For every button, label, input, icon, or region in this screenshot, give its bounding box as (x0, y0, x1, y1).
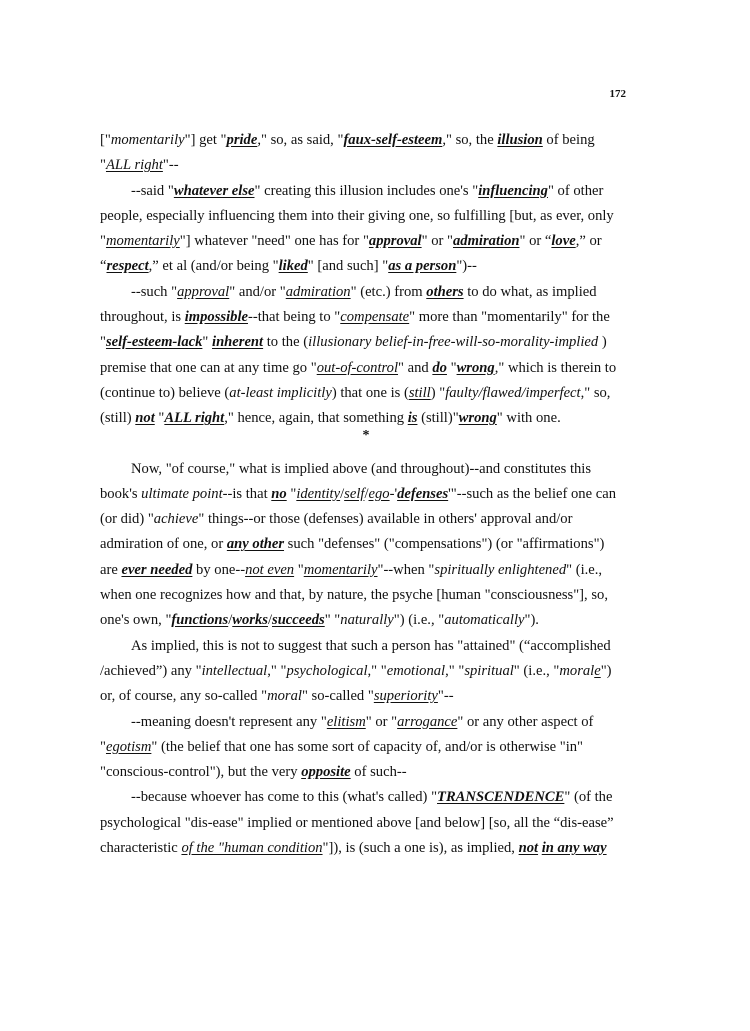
emphasized-text: not even (245, 561, 295, 578)
text-run: -' (389, 485, 398, 502)
emphasized-text: self-esteem-lack (105, 334, 203, 351)
text-run: of being " (100, 132, 595, 174)
emphasized-text: do (432, 359, 447, 376)
text-run: ,” et al (and/or being " (148, 258, 279, 275)
emphasized-text: automatically (444, 612, 525, 629)
emphasized-text: liked (278, 258, 308, 275)
emphasized-text: pride (226, 132, 258, 148)
emphasized-text: self (344, 485, 365, 502)
emphasized-text: momentarily (110, 132, 185, 148)
emphasized-text: emotional (386, 662, 446, 679)
text-run: ," so, as said, " (257, 132, 344, 148)
text-run: "-- (162, 157, 179, 174)
text-run: ," so, (still) (100, 384, 611, 427)
text-run: " (etc.) from (350, 283, 427, 300)
text-run: to the ( (263, 334, 309, 351)
emphasized-text: impossible (184, 309, 248, 326)
text-run: " (286, 485, 297, 502)
text-run: "] get " (184, 132, 227, 148)
emphasized-text: moral (267, 688, 302, 705)
emphasized-text: intellectual (201, 662, 268, 679)
emphasized-text: momentarily (105, 233, 180, 250)
text-run: / (340, 485, 345, 502)
emphasized-text: psychological (286, 662, 368, 679)
emphasized-text: as a person (388, 258, 457, 275)
text-run: ," " (267, 662, 287, 679)
text-run: ") (i.e., " (393, 612, 445, 629)
emphasized-text: achieve (153, 511, 199, 528)
emphasized-text: influencing (478, 182, 548, 199)
text-run: "-- (437, 688, 454, 705)
text-run: "]), is (such a one is), as implied, (322, 840, 519, 857)
text-run: --because whoever has come to this (what's called) " (131, 789, 438, 806)
text-run: " so-called " (301, 688, 374, 705)
text-run: " things--or those (defenses) available in others' approval and/or admiration of one, or (100, 511, 573, 553)
text-run: --is that (222, 485, 272, 502)
emphasized-text: not (135, 410, 155, 427)
emphasized-text: respect (106, 258, 149, 275)
text-run: "] whatever "need" one has for " (179, 233, 369, 250)
text-run: " or " (365, 713, 398, 730)
emphasized-text: no (271, 485, 287, 502)
text-run: " creating this illusion includes one's " (254, 182, 479, 199)
text-run: " " (324, 612, 341, 629)
emphasized-text: illusionary belief-in-free-will-so-morality-implied (308, 334, 599, 351)
text-run: --such " (131, 283, 178, 300)
emphasized-text: works (232, 612, 268, 629)
text-run: ," " (445, 662, 465, 679)
text-run: " (of the psychological "dis-ease" implied or mentioned above [and below] [so, all the “dis-ease” characteristic (100, 789, 614, 857)
text-run: such "defenses" ("compensations") (or "affirmations") are (100, 536, 605, 578)
emphasized-text: compensate (340, 309, 410, 326)
text-run: " or “ (519, 233, 552, 250)
emphasized-text: at-least implicitly (229, 384, 332, 401)
emphasized-text: ever needed (121, 561, 193, 578)
emphasized-text: ultimate point (141, 485, 223, 502)
text-run: to do what, as implied throughout, is (100, 283, 597, 326)
emphasized-text: wrong (456, 359, 495, 376)
emphasized-text: elitism (326, 713, 366, 730)
emphasized-text: opposite (301, 764, 351, 781)
text-run: ") or, of course, any so-called " (100, 662, 612, 705)
section-separator: * (362, 427, 370, 443)
text-run: " with one. (496, 410, 561, 427)
paragraph (100, 179, 620, 280)
text-run: As implied, this is not to suggest that such a person has "attained" (“accomplished /achieved”) any " (100, 637, 611, 679)
emphasized-text: ALL right (105, 157, 163, 174)
text-run: ,” or “ (100, 233, 602, 275)
emphasized-text: any other (226, 536, 285, 553)
emphasized-text: e (594, 662, 601, 679)
text-run: ," so, the (442, 132, 498, 148)
emphasized-text: whatever else (173, 182, 255, 199)
text-run: " (154, 410, 165, 427)
emphasized-text: admiration (285, 283, 351, 300)
paragraph (100, 280, 620, 432)
text-run: ) premise that one can at any time go " (100, 334, 607, 376)
page-number: 172 (609, 88, 626, 100)
text-run: by one-- (192, 561, 246, 578)
emphasized-text: functions (171, 612, 229, 629)
text-run: ")-- (456, 258, 477, 275)
emphasized-text: still (408, 384, 431, 401)
emphasized-text: superiority (373, 688, 438, 705)
emphasized-text: approval (368, 233, 422, 250)
text-run: " (the belief that one has some sort of capacity of, and/or is otherwise "in" "conscious-control"), but the very (100, 738, 584, 781)
emphasized-text: spiritual (464, 662, 514, 679)
body-text (100, 128, 620, 861)
text-run: "--when " (377, 561, 435, 578)
paragraph (100, 457, 620, 634)
text-run: of such-- (350, 764, 407, 781)
emphasized-text: love (551, 233, 576, 250)
text-run: --said " (131, 182, 174, 199)
emphasized-text: admiration (452, 233, 520, 250)
emphasized-text: momentarily (303, 561, 378, 578)
emphasized-text: inherent (212, 334, 264, 351)
text-run: " [and such] " (307, 258, 389, 275)
emphasized-text: ALL right (164, 410, 225, 427)
emphasized-text: succeeds (272, 612, 325, 629)
text-run: '"--such as the belief one can (or did) " (100, 485, 616, 528)
text-run: --that being to " (247, 309, 341, 326)
emphasized-text: illusion (497, 132, 543, 148)
text-run: ) that one is ( (331, 384, 409, 401)
text-run: ," " (367, 662, 387, 679)
text-run: " (446, 359, 457, 376)
emphasized-text: not (518, 840, 539, 857)
text-run: " and (398, 359, 433, 376)
emphasized-text: out-of-control (316, 359, 399, 376)
emphasized-text: identity (296, 485, 341, 502)
emphasized-text: spiritually enlightened (434, 561, 567, 578)
emphasized-text: in any way (541, 840, 607, 857)
text-run: / (267, 612, 273, 629)
text-run: "). (524, 612, 539, 629)
text-run: ," which is therein to (continue to) believe ( (100, 359, 617, 401)
emphasized-text: wrong (458, 410, 497, 427)
paragraph (100, 785, 620, 861)
paragraph (100, 710, 620, 786)
emphasized-text: naturally (340, 612, 394, 629)
emphasized-text: arrogance (397, 713, 458, 730)
emphasized-text: ego (368, 485, 390, 502)
text-run: / (364, 485, 369, 502)
text-run: ) " (430, 384, 446, 401)
text-run: --meaning doesn't represent any " (131, 713, 327, 730)
text-run: " or " (421, 233, 453, 250)
text-run: " more than "momentarily" for the " (100, 309, 610, 351)
paragraph (100, 634, 620, 710)
emphasized-text: is (407, 410, 418, 427)
text-run: " (i.e., " (513, 662, 560, 679)
emphasized-text: of the "human condition (181, 840, 323, 857)
text-run: Now, "of course," what is implied above (and throughout)--and constitutes this book's (100, 460, 592, 502)
text-run: ," hence, again, that something (224, 410, 408, 427)
emphasized-text: egotism (105, 738, 152, 755)
text-run: [" (100, 132, 111, 148)
text-run: " or any other aspect of " (100, 713, 594, 755)
emphasized-text: TRANSCENDENCE (437, 789, 565, 806)
text-run: " of other people, especially influencing them into their giving one, so fulfilling [but, as ever, only " (100, 182, 614, 250)
emphasized-text: others (426, 283, 464, 300)
text-run: " (i.e., when one recognizes how and that, by nature, the psyche [human "consciousness"], so, one's own, " (100, 561, 608, 629)
text-run: " and/or " (229, 283, 286, 300)
text-run: / (228, 612, 233, 629)
emphasized-text: approval (177, 283, 230, 300)
text-run: " (202, 334, 213, 351)
emphasized-text: moral (559, 662, 595, 679)
emphasized-text: faulty/flawed/imperfect (445, 384, 581, 401)
emphasized-text: defenses (397, 485, 449, 502)
emphasized-text: faux-self-esteem (343, 132, 443, 148)
paragraph (100, 128, 620, 179)
text-run: (still)" (417, 410, 459, 427)
text-run: " (294, 561, 304, 578)
